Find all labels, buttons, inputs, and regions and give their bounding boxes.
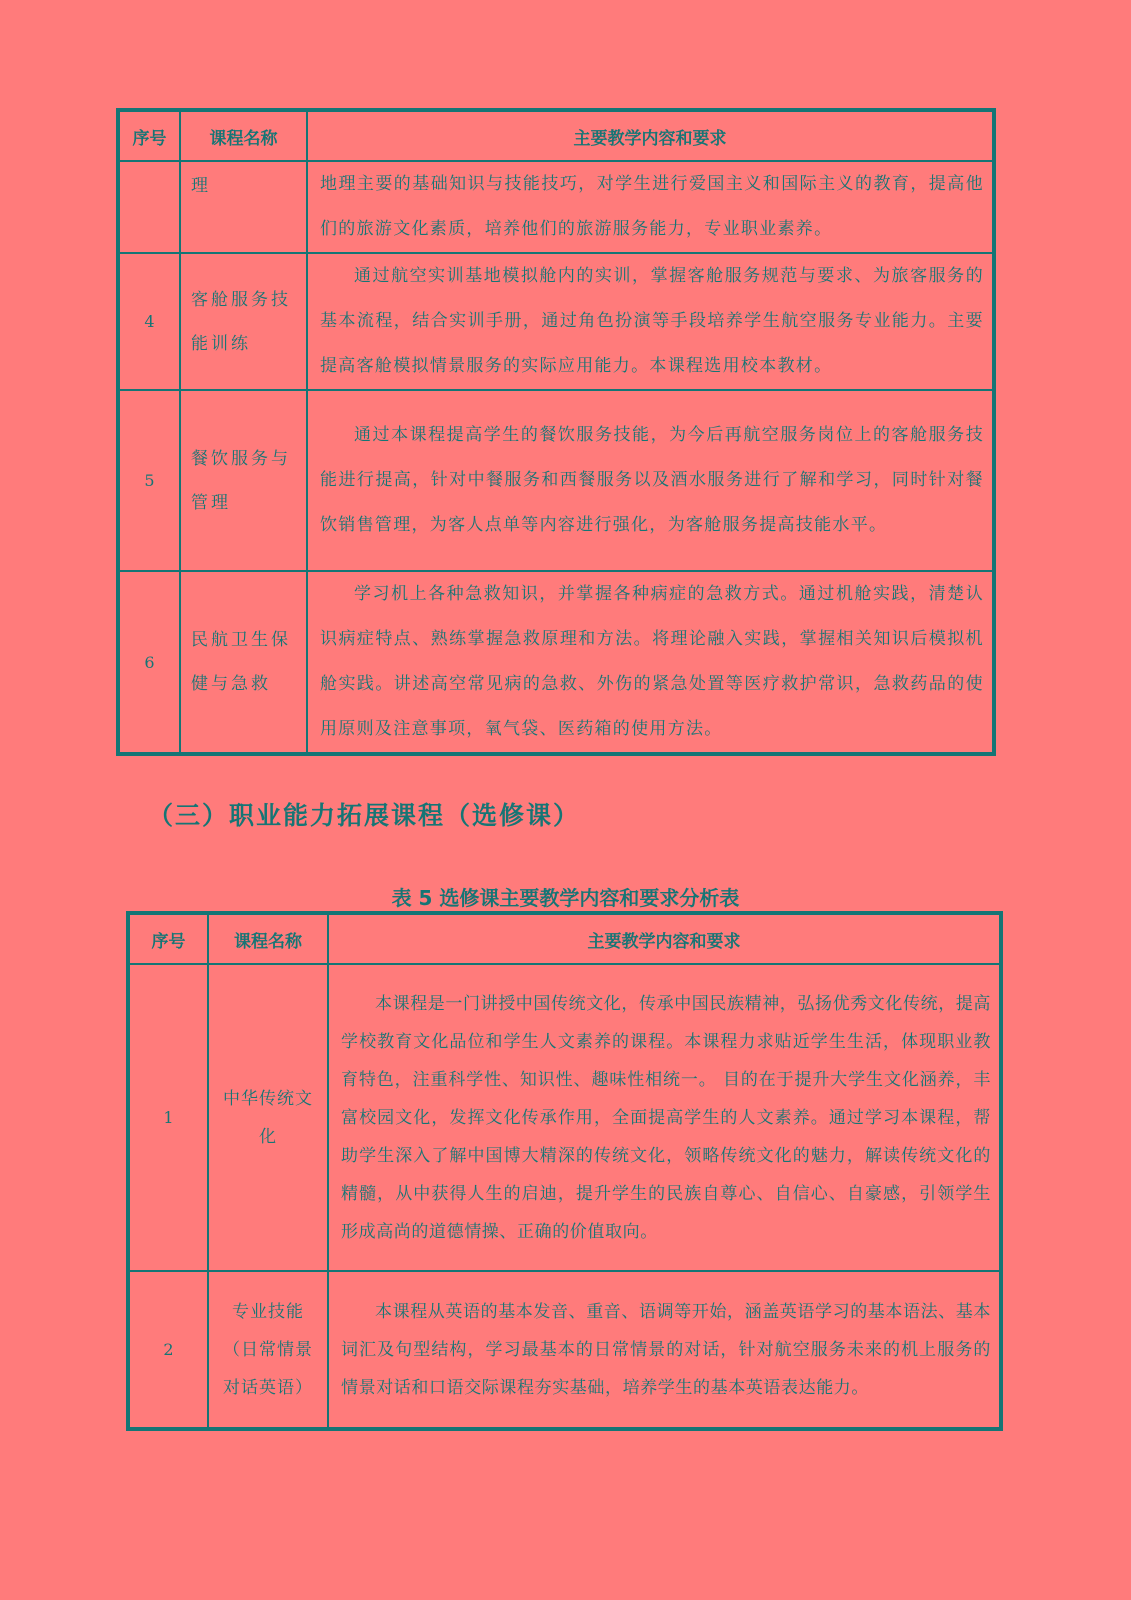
course-name: 理 — [180, 161, 307, 253]
row-number — [118, 161, 180, 253]
course-content: 本课程是一门讲授中国传统文化，传承中国民族精神，弘扬优秀文化传统，提高学校教育文化品位和学生人文素养的课程。本课程力求贴近学生生活，体现职业教育特色，注重科学性、知识性、趣味性相统一。 目的在于提升大学生文化涵养，丰富校园文化，发挥文化传承作用，全面提高学生的人文素养。通过学习本课程，帮助学生深入了解中国博大精深的传统文化，领略传统文化的魅力，解读传统文化的精髓，从中获得人生的启迪，提升学生的民族自尊心、自信心、自豪感，引领学生形成高尚的道德情操、正确的价值取向。 — [328, 964, 1001, 1271]
row-number: 2 — [128, 1271, 208, 1429]
table-row — [118, 253, 994, 390]
course-content: 本课程从英语的基本发音、重音、语调等开始，涵盖英语学习的基本语法、基本词汇及句型结构，学习最基本的日常情景的对话，针对航空服务未来的机上服务的情景对话和口语交际课程夯实基础，培养学生的基本英语表达能力。 — [328, 1271, 1001, 1429]
row-number: 6 — [118, 571, 180, 754]
course-content: 学习机上各种急救知识，并掌握各种病症的急救方式。通过机舱实践，清楚认识病症特点、熟练掌握急救原理和方法。将理论融入实践，掌握相关知识后模拟机舱实践。讲述高空常见病的急救、外伤的紧急处置等医疗救护常识，急救药品的使用原则及注意事项，氧气袋、医药箱的使用方法。 — [307, 571, 994, 754]
course-content: 通过本课程提高学生的餐饮服务技能，为今后再航空服务岗位上的客舱服务技能进行提高，针对中餐服务和西餐服务以及酒水服务进行了解和学习，同时针对餐饮销售管理，为客人点单等内容进行强化，为客舱服务提高技能水平。 — [307, 390, 994, 571]
table-header-row — [118, 110, 994, 161]
table-row — [128, 964, 1001, 1271]
row-number: 1 — [128, 964, 208, 1271]
header-content: 主要教学内容和要求 — [328, 913, 1001, 964]
course-content: 通过航空实训基地模拟舱内的实训，掌握客舱服务规范与要求、为旅客服务的基本流程，结合实训手册，通过角色扮演等手段培养学生航空服务专业能力。主要提高客舱模拟情景服务的实际应用能力。本课程选用校本教材。 — [307, 253, 994, 390]
course-name: 餐饮服务与管理 — [180, 390, 307, 571]
row-number: 5 — [118, 390, 180, 571]
course-name: 专业技能（日常情景对话英语） — [208, 1271, 328, 1429]
table-row — [118, 390, 994, 571]
course-content: 地理主要的基础知识与技能技巧，对学生进行爱国主义和国际主义的教育，提高他们的旅游文化素质，培养他们的旅游服务能力，专业职业素养。 — [307, 161, 994, 253]
row-number: 4 — [118, 253, 180, 390]
table-caption: 表 5 选修课主要教学内容和要求分析表 — [391, 886, 740, 910]
course-table-2 — [126, 911, 1003, 1431]
table-header-row — [128, 913, 1001, 964]
course-name: 客舱服务技能训练 — [180, 253, 307, 390]
section-title: （三）职业能力拓展课程（选修课） — [148, 801, 581, 830]
course-name: 中华传统文化 — [208, 964, 328, 1271]
course-table-1 — [116, 108, 996, 756]
header-course-name: 课程名称 — [180, 110, 307, 161]
table-row — [118, 571, 994, 754]
header-no: 序号 — [128, 913, 208, 964]
header-content: 主要教学内容和要求 — [307, 110, 994, 161]
header-course-name: 课程名称 — [208, 913, 328, 964]
header-no: 序号 — [118, 110, 180, 161]
table-row — [128, 1271, 1001, 1429]
course-name: 民航卫生保健与急救 — [180, 571, 307, 754]
table-row — [118, 161, 994, 253]
